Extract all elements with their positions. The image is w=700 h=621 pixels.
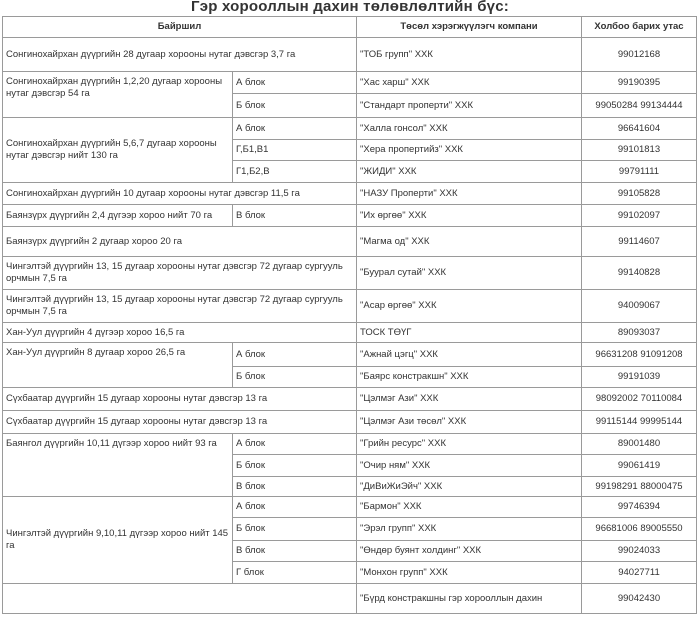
phone-cell: 94009067	[582, 290, 697, 323]
company-cell: "Очир ням" ХХК	[357, 455, 582, 477]
company-cell: "Цэлмэг Ази" ХХК	[357, 388, 582, 411]
header-location: Байршил	[3, 17, 357, 38]
block-cell: Г1,Б2,В	[233, 161, 357, 183]
table-row	[3, 290, 697, 323]
table-header-row	[3, 17, 697, 38]
header-company: Төсөл хэрэгжүүлэгч компани	[357, 17, 582, 38]
table-row	[3, 323, 697, 343]
company-cell: ТОСК ТӨҮГ	[357, 323, 582, 343]
location-cell: Чингэлтэй дүүргийн 13, 15 дугаар хорооны нутаг дэвсгэр 72 дугаар сургууль орчмын 7,5 га	[3, 290, 357, 323]
table-row	[3, 118, 697, 140]
phone-cell: 99114607	[582, 227, 697, 257]
location-cell: Чингэлтэй дүүргийн 9,10,11 дүгээр хороо нийт 145 га	[3, 497, 233, 584]
redevelopment-table	[2, 16, 697, 614]
phone-cell: 96681006 89005550	[582, 518, 697, 541]
company-cell: "Монхон групп" ХХК	[357, 562, 582, 584]
phone-cell: 89093037	[582, 323, 697, 343]
block-cell: Б блок	[233, 94, 357, 118]
company-cell: "Ажнай цэгц" ХХК	[357, 343, 582, 367]
location-cell: Чингэлтэй дүүргийн 13, 15 дугаар хорооны нутаг дэвсгэр 72 дугаар сургууль орчмын 7,5 га	[3, 257, 357, 290]
header-contact: Холбоо барих утас	[582, 17, 697, 38]
phone-cell: 99791111	[582, 161, 697, 183]
company-cell: "Магма од" ХХК	[357, 227, 582, 257]
company-cell: "Асар өргөө" ХХК	[357, 290, 582, 323]
phone-cell: 99012168	[582, 38, 697, 72]
phone-cell: 94027711	[582, 562, 697, 584]
phone-cell: 99105828	[582, 183, 697, 205]
company-cell: "Цэлмэг Ази төсөл" ХХК	[357, 411, 582, 434]
company-cell: "Хас харш" ХХК	[357, 72, 582, 94]
company-cell: "Бармон" ХХК	[357, 497, 582, 518]
phone-cell: 99191039	[582, 367, 697, 388]
company-cell: "Халла гонсол" ХХК	[357, 118, 582, 140]
page-title: Гэр хорооллын дахин төлөвлөлтийн бүс:	[191, 0, 509, 15]
table-row	[3, 411, 697, 434]
phone-cell: 98092002 70110084	[582, 388, 697, 411]
block-cell: А блок	[233, 497, 357, 518]
table-row	[3, 183, 697, 205]
block-cell: В блок	[233, 477, 357, 497]
phone-cell: 96641604	[582, 118, 697, 140]
location-cell: Хан-Уул дүүргийн 8 дугаар хороо 26,5 га	[3, 343, 233, 388]
phone-cell: 99190395	[582, 72, 697, 94]
company-cell: "Баярс констракшн" ХХК	[357, 367, 582, 388]
phone-cell: 96631208 91091208	[582, 343, 697, 367]
company-cell: "Эрэл групп" ХХК	[357, 518, 582, 541]
block-cell: А блок	[233, 118, 357, 140]
table-row	[3, 205, 697, 227]
location-cell: Баянзүрх дүүргийн 2,4 дүгээр хороо нийт 70 га	[3, 205, 233, 227]
block-cell: А блок	[233, 72, 357, 94]
block-cell: Г блок	[233, 562, 357, 584]
table-row	[3, 257, 697, 290]
phone-cell: 99024033	[582, 541, 697, 562]
location-cell: Сонгинохайрхан дүүргийн 10 дугаар хорооны нутаг дэвсгэр 11,5 га	[3, 183, 357, 205]
company-cell: "Стандарт проперти" ХХК	[357, 94, 582, 118]
location-cell: Сонгинохайрхан дүүргийн 5,6,7 дугаар хорооны нутаг дэвсгэр нийт 130 га	[3, 118, 233, 183]
block-cell: В блок	[233, 541, 357, 562]
location-cell: Сонгинохайрхан дүүргийн 28 дугаар хорооны нутаг дэвсгэр 3,7 га	[3, 38, 357, 72]
location-cell: Сүхбаатар дүүргийн 15 дугаар хорооны нутаг дэвсгэр 13 га	[3, 411, 357, 434]
block-cell: Б блок	[233, 455, 357, 477]
table-row	[3, 584, 697, 614]
location-cell: Баянгол дүүргийн 10,11 дүгээр хороо нийт 93 га	[3, 434, 233, 497]
company-cell: "Буурал сутай" ХХК	[357, 257, 582, 290]
phone-cell: 99050284 99134444	[582, 94, 697, 118]
location-cell: Сүхбаатар дүүргийн 15 дугаар хорооны нутаг дэвсгэр 13 га	[3, 388, 357, 411]
table-row	[3, 497, 697, 518]
location-cell: Баянзүрх дүүргийн 2 дугаар хороо 20 га	[3, 227, 357, 257]
table-row	[3, 38, 697, 72]
company-cell: "Их өргөө" ХХК	[357, 205, 582, 227]
block-cell: В блок	[233, 205, 357, 227]
company-cell: "Бүрд констракшны гэр хорооллын дахин	[357, 584, 582, 614]
phone-cell: 89001480	[582, 434, 697, 455]
phone-cell: 99042430	[582, 584, 697, 614]
phone-cell: 99101813	[582, 140, 697, 161]
location-cell	[3, 584, 357, 614]
company-cell: "ТОБ групп" ХХК	[357, 38, 582, 72]
block-cell: Г,Б1,В1	[233, 140, 357, 161]
phone-cell: 99746394	[582, 497, 697, 518]
table-row	[3, 343, 697, 367]
company-cell: "Өндөр буянт холдинг" ХХК	[357, 541, 582, 562]
company-cell: "ДиВиЖиЭйч" ХХК	[357, 477, 582, 497]
block-cell: Б блок	[233, 367, 357, 388]
table-row	[3, 434, 697, 455]
block-cell: А блок	[233, 343, 357, 367]
block-cell: Б блок	[233, 518, 357, 541]
table-body	[3, 38, 697, 614]
block-cell: А блок	[233, 434, 357, 455]
location-cell: Хан-Уул дүүргийн 4 дүгээр хороо 16,5 га	[3, 323, 357, 343]
table-row	[3, 72, 697, 94]
company-cell: "НАЗУ Проперти" ХХК	[357, 183, 582, 205]
phone-cell: 99061419	[582, 455, 697, 477]
phone-cell: 99140828	[582, 257, 697, 290]
company-cell: "Хера пропертийз" ХХК	[357, 140, 582, 161]
phone-cell: 99198291 88000475	[582, 477, 697, 497]
company-cell: "Грийн ресурс" ХХК	[357, 434, 582, 455]
company-cell: "ЖИДИ" ХХК	[357, 161, 582, 183]
phone-cell: 99115144 99995144	[582, 411, 697, 434]
table-row	[3, 388, 697, 411]
location-cell: Сонгинохайрхан дүүргийн 1,2,20 дугаар хорооны нутаг дэвсгэр 54 га	[3, 72, 233, 118]
phone-cell: 99102097	[582, 205, 697, 227]
table-row	[3, 227, 697, 257]
